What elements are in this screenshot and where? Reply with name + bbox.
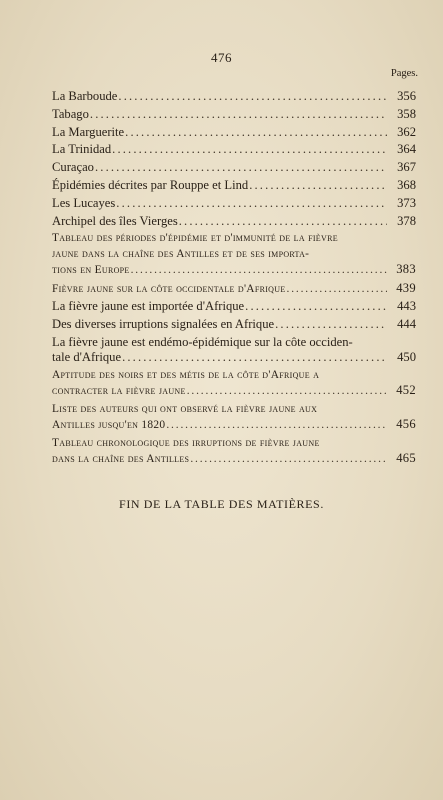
toc-entry-page: 378 xyxy=(397,213,416,228)
toc-entry-title-line1: Liste des auteurs qui ont observé la fièvre jaune aux xyxy=(52,402,318,415)
dot-leader xyxy=(118,89,387,104)
dot-leader xyxy=(249,178,387,193)
dot-leader xyxy=(166,418,387,433)
dot-leader xyxy=(275,317,387,332)
toc-entry-page: 356 xyxy=(397,89,416,103)
toc-entry-title: La fièvre jaune est importée d'Afrique xyxy=(52,299,245,314)
toc-entry-title-last: tale d'Afrique xyxy=(52,350,122,365)
toc-entry-page: 368 xyxy=(397,177,416,192)
toc-entry-title-last: tions en Europe xyxy=(52,263,130,276)
toc-entry-title: Archipel des îles Vierges xyxy=(52,213,178,228)
toc-entry-title: La Trinidad xyxy=(52,142,112,157)
table-of-contents xyxy=(52,89,416,470)
dot-leader xyxy=(179,214,387,229)
toc-entry xyxy=(52,402,416,433)
toc-entry-title: La Barboude xyxy=(52,89,118,103)
dot-leader xyxy=(90,107,387,122)
toc-entry-title: Les Lucayes xyxy=(52,195,116,210)
dot-leader xyxy=(122,350,387,365)
toc-entry xyxy=(52,160,416,175)
toc-entry-page: 443 xyxy=(397,299,416,314)
toc-entry-page: 465 xyxy=(396,451,416,466)
toc-entry xyxy=(52,436,416,467)
toc-entry xyxy=(52,281,416,297)
toc-entry-title: Tabago xyxy=(52,106,89,121)
toc-entry xyxy=(52,231,416,278)
dot-leader xyxy=(245,299,387,314)
toc-entry-page: 452 xyxy=(396,383,416,398)
toc-entry-title-line1: Tableau des périodes d'épidémie et d'immunité de la fièvre xyxy=(52,232,338,245)
toc-entry xyxy=(52,335,416,365)
dot-leader xyxy=(187,384,387,399)
toc-entry-page: 450 xyxy=(397,350,416,365)
toc-entry xyxy=(52,196,416,211)
toc-entry-page: 362 xyxy=(397,124,416,139)
toc-entry xyxy=(52,214,416,229)
dot-leader xyxy=(190,452,387,467)
toc-entry-title: Des diverses irruptions signalées en Afrique xyxy=(52,317,275,332)
toc-entry xyxy=(52,89,416,104)
dot-leader xyxy=(112,142,387,157)
page-number: 476 xyxy=(211,50,232,65)
toc-entry-title: Épidémies décrites par Rouppe et Lind xyxy=(52,177,249,192)
toc-entry-page: 383 xyxy=(396,261,416,276)
toc-entry-title-line1: Tableau chronologique des irruptions de fièvre jaune xyxy=(52,436,320,449)
toc-entry-page: 364 xyxy=(397,142,416,157)
dot-leader xyxy=(287,282,387,297)
toc-entry xyxy=(52,317,416,332)
toc-entry-page: 456 xyxy=(396,417,416,432)
toc-entry-page: 367 xyxy=(397,160,416,175)
dot-leader xyxy=(95,160,387,175)
toc-entry xyxy=(52,125,416,140)
dot-leader xyxy=(131,263,387,278)
toc-entry-title-line2: jaune dans la chaîne des Antilles et de ses importa- xyxy=(52,247,310,260)
toc-entry xyxy=(52,299,416,314)
toc-entry-title: Curaçao xyxy=(52,160,94,175)
pages-column-label: Pages. xyxy=(390,68,418,79)
toc-entry xyxy=(52,142,416,157)
toc-entry-page: 358 xyxy=(397,106,416,121)
dot-leader xyxy=(125,125,387,140)
toc-entry xyxy=(52,178,416,193)
toc-entry-title-line1: Aptitude des noirs et des métis de la côte d'Afrique a xyxy=(52,368,320,381)
toc-entry-page: 444 xyxy=(397,317,416,332)
toc-entry xyxy=(52,368,416,399)
toc-entry-title-last: Antilles jusqu'en 1820 xyxy=(52,419,166,432)
toc-entry xyxy=(52,107,416,122)
toc-entry-title-last: contracter la fièvre jaune xyxy=(52,385,186,398)
dot-leader xyxy=(116,196,387,211)
end-of-table-title: FIN DE LA TABLE DES MATIÈRES. xyxy=(119,497,324,511)
toc-entry-page: 373 xyxy=(397,195,416,210)
toc-entry-title: Fièvre jaune sur la côte occidentale d'Afrique xyxy=(52,282,286,295)
toc-entry-title-last: dans la chaîne des Antilles xyxy=(52,453,190,466)
toc-entry-title-line1: La fièvre jaune est endémo-épidémique sur la côte occiden- xyxy=(52,334,353,349)
toc-entry-page: 439 xyxy=(396,280,416,295)
toc-entry-title: La Marguerite xyxy=(52,124,125,139)
